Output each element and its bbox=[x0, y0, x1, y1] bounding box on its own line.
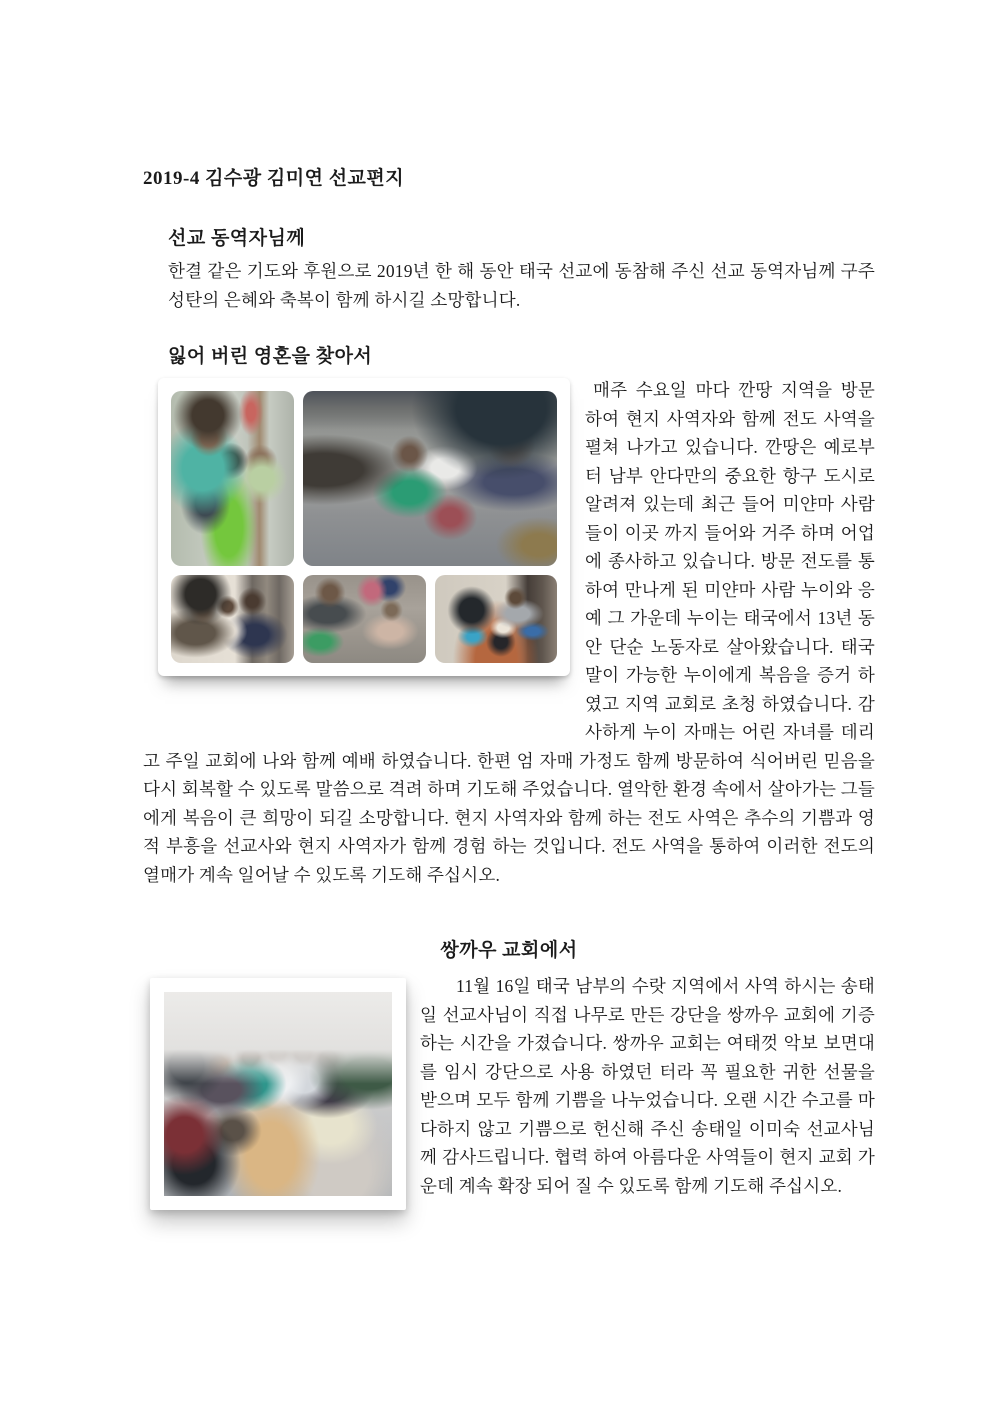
photo-porch-evangelism bbox=[303, 391, 557, 566]
lost-souls-content bbox=[143, 376, 875, 889]
photo-church-pulpit-dedication-group bbox=[164, 992, 392, 1196]
lost-souls-paragraph: 매주 수요일 마다 깐땅 지역을 방문 하여 현지 사역자와 함께 전도 사역을 펼쳐 나가고 있습니다. 깐땅은 예로부터 남부 안다만의 중요한 항구 도시로 알려져 있는데 최근 들어 미얀마 사람들이 이곳 까지 들어와 거주 하며 어업에 종사하고 있습니다. 방문 전도를 통하여 만나게 된 미얀마 사람 누이와 응예 그 가운데 누이는 태국에서 13년 동안 단순 노동자로 살아왔습니다. 태국말이 가능한 누이에게 복음을 증거 하였고 지역 교회로 초청 하였습니다. 감사하게 누이 자매는 어린 자녀를 데리고 주일 교회에 나와 함께 예배 하였습니다. 한편 엄 자매 가정도 함께 방문하여 식어버린 믿음을 다시 회복할 수 있도록 말씀으로 격려 하며 기도해 주었습니다. 열악한 환경 속에서 살아가는 그들에게 복음이 큰 희망이 되길 소망합니다. 현지 사역자와 함께 하는 전도 사역은 추수의 기쁨과 영적 부흥을 선교사와 현지 사역자가 함께 경험 하는 것입니다. 전도 사역을 통하여 이러한 전도의 열매가 계속 일어날 수 있도록 기도해 주십시오. bbox=[143, 380, 875, 885]
greeting-section bbox=[143, 223, 875, 314]
lost-souls-section bbox=[143, 341, 875, 889]
greeting-paragraph: 한결 같은 기도와 후원으로 2019년 한 해 동안 태국 선교에 동참해 주신 선교 동역자님께 구주 성탄의 은혜와 축복이 함께 하시길 소망합니다. bbox=[168, 261, 875, 310]
photo-woman-and-child-by-fan bbox=[435, 575, 557, 663]
lost-souls-heading: 잃어 버린 영혼을 찾아서 bbox=[168, 346, 373, 367]
sangkau-church-paragraph: 11월 16일 태국 남부의 수랏 지역에서 사역 하시는 송태일 선교사님이 직접 나무로 만든 강단을 쌍까우 교회에 기증 하는 시간을 가졌습니다. 쌍까우 교회는 여태껏 악보 보면대를 임시 강단으로 사용 하였던 터라 꼭 필요한 귀한 선물을 받으며 모두 함께 기쁨을 나누었습니다. 오랜 시간 수고를 마다하지 않고 기쁨으로 헌신해 주신 송태일 이미숙 선교사님께 감사드립니다. 협력 하여 아름다운 사역들이 현지 교회 가운데 계속 확장 되어 질 수 있도록 함께 기도해 주십시오. bbox=[420, 976, 875, 1196]
collage-top-row bbox=[171, 391, 557, 566]
photo-gospel-sharing-with-praying-woman bbox=[303, 575, 426, 663]
photo-frame-card bbox=[150, 978, 406, 1210]
sangkau-church-content bbox=[143, 972, 875, 1230]
photo-mother-with-children-and-green-bag bbox=[171, 391, 294, 566]
photo-missionary-family bbox=[171, 575, 294, 663]
document-title: 2019-4 김수광 김미연 선교편지 bbox=[143, 168, 405, 189]
greeting-heading: 선교 동역자님께 bbox=[168, 228, 306, 249]
collage-bottom-row bbox=[171, 575, 557, 663]
sangkau-church-heading: 쌍까우 교회에서 bbox=[440, 940, 578, 961]
photo-collage-card bbox=[158, 378, 570, 676]
